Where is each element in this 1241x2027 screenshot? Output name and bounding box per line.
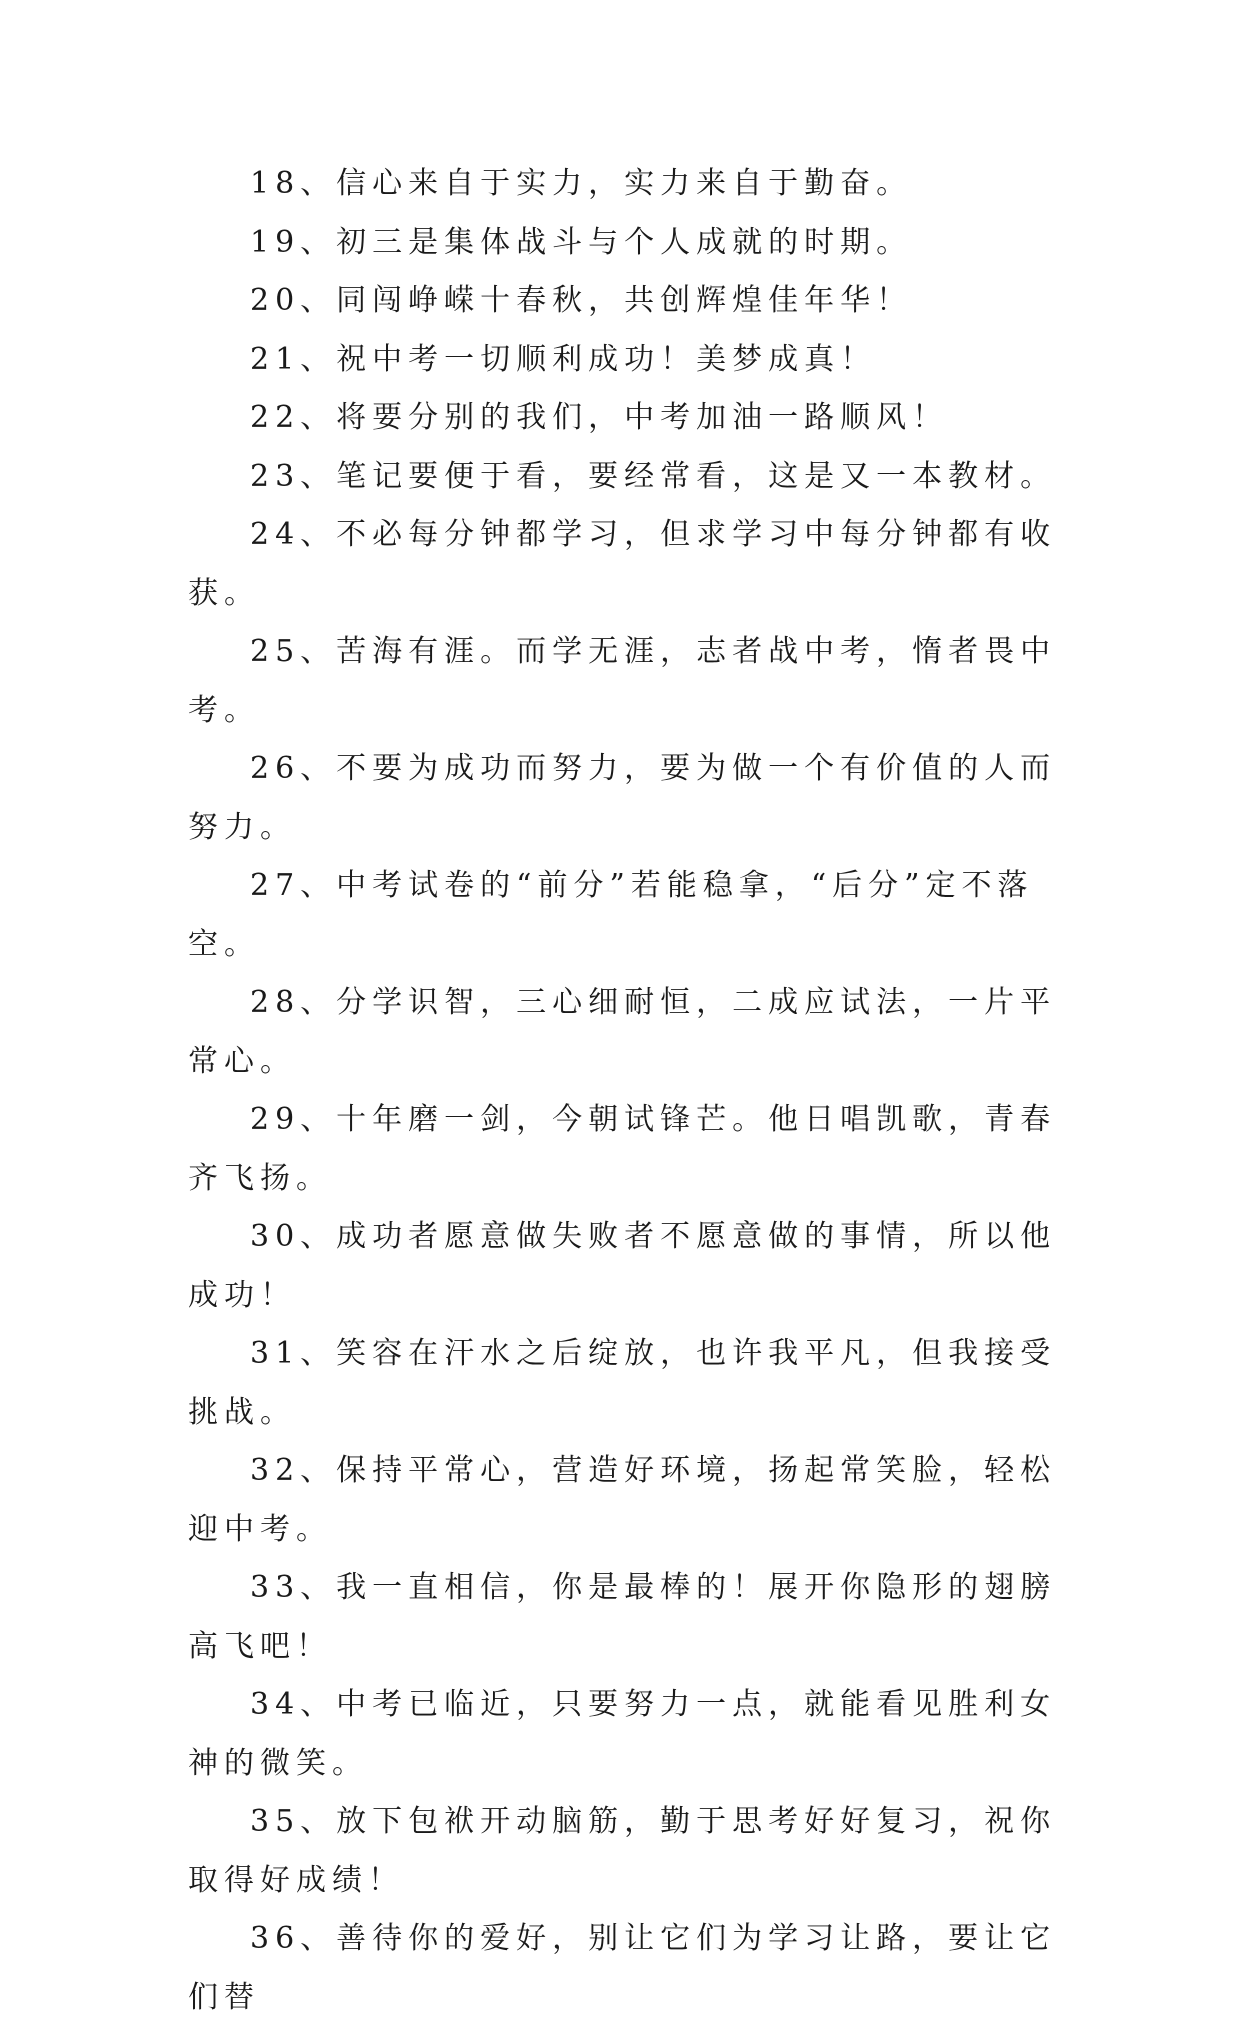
paragraph-26: 26、不要为成功而努力，要为做一个有价值的人而努力。 xyxy=(188,751,1057,845)
paragraph-23: 23、笔记要便于看，要经常看，这是又一本教材。 xyxy=(250,458,1057,494)
paragraph-20: 20、同闯峥嵘十春秋，共创辉煌佳年华！ xyxy=(250,283,913,318)
paragraph-27: 27、中考试卷的“前分”若能稳拿，“后分”定不落空。 xyxy=(188,868,1034,962)
paragraph-19: 19、初三是集体战斗与个人成就的时期。 xyxy=(250,224,913,260)
paragraph-22: 22、将要分别的我们，中考加油一路顺风！ xyxy=(250,400,949,435)
paragraph-24: 24、不必每分钟都学习，但求学习中每分钟都有收获。 xyxy=(188,517,1057,611)
paragraph-29: 29、十年磨一剑，今朝试锋芒。他日唱凯歌，青春齐飞扬。 xyxy=(188,1102,1057,1196)
paragraph-31: 31、笑容在汗水之后绽放，也许我平凡，但我接受挑战。 xyxy=(188,1336,1057,1430)
paragraph-35: 35、放下包袱开动脑筋，勤于思考好好复习，祝你取得好成绩！ xyxy=(188,1804,1057,1898)
paragraph-18: 18、信心来自于实力，实力来自于勤奋。 xyxy=(250,166,913,201)
paragraph-36: 36、善待你的爱好，别让它们为学习让路，要让它们替 xyxy=(188,1921,1057,2015)
document-body xyxy=(188,155,1068,2027)
paragraph-25: 25、苦海有涯。而学无涯，志者战中考，惰者畏中考。 xyxy=(188,634,1057,728)
paragraph-30: 30、成功者愿意做失败者不愿意做的事情，所以他成功！ xyxy=(188,1219,1057,1313)
paragraph-28: 28、分学识智，三心细耐恒，二成应试法，一片平常心。 xyxy=(188,985,1057,1079)
paragraph-32: 32、保持平常心，营造好环境，扬起常笑脸，轻松迎中考。 xyxy=(188,1453,1057,1547)
paragraph-33: 33、我一直相信，你是最棒的！展开你隐形的翅膀高飞吧！ xyxy=(188,1570,1057,1664)
paragraph-34: 34、中考已临近，只要努力一点，就能看见胜利女神的微笑。 xyxy=(188,1687,1057,1781)
paragraph-21: 21、祝中考一切顺利成功！美梦成真！ xyxy=(250,341,877,377)
